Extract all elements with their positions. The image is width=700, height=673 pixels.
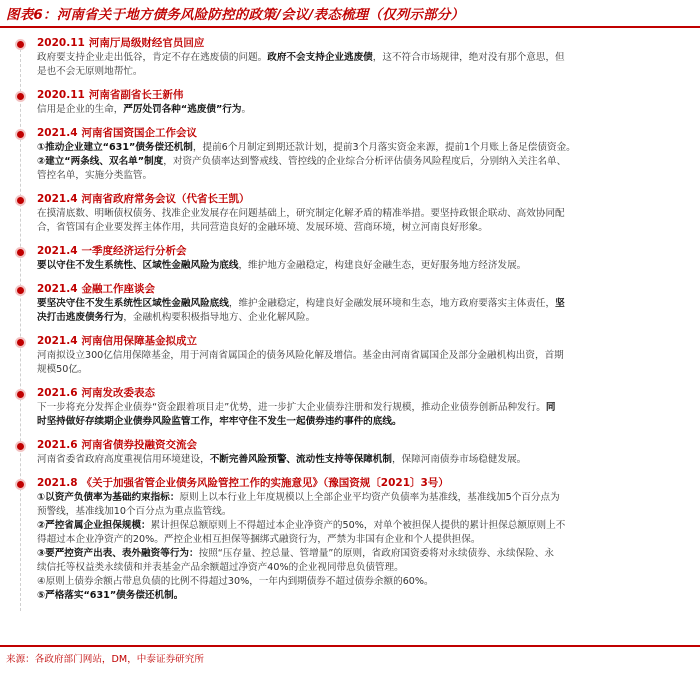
- entry-title: 金融工作座谈会: [81, 283, 156, 295]
- title-bar: [0, 0, 700, 28]
- body-text: 在摸清底数、明晰债权债务、找准企业发展存在问题基础上，研究制定化解矛盾的精准举措。要坚持政银企联动、高效协同配: [37, 208, 565, 219]
- source-note: 来源：各政府部门网站，DM，中泰证券研究所: [6, 654, 204, 665]
- body-text: ，提前6个月制定到期还款计划，提前3个月落实资金来源，提前1个月账上备足偿债资金。: [192, 142, 576, 153]
- emphasis-text: 坚: [555, 298, 565, 309]
- timeline: [0, 36, 700, 612]
- body-text: ，这不符合市场规律，绝对没有那个意思，但: [372, 52, 565, 63]
- timeline-dot-icon: [15, 285, 26, 296]
- figure-title: 图表6：河南省关于地方债务风险防控的政策/会议/表态梳理（仅列示部分）: [6, 7, 465, 23]
- entry-title: 河南厅局级财经官员回应: [88, 37, 205, 49]
- entry-date: 2020.11: [37, 89, 85, 101]
- bottom-divider: [0, 645, 700, 647]
- entry-heading: [37, 126, 694, 141]
- entry-text-line: [37, 519, 694, 533]
- entry-date: 2021.8: [37, 477, 78, 489]
- entry-text-line: [37, 547, 694, 561]
- emphasis-text: 决打击逃废债务行为: [37, 312, 124, 323]
- timeline-entry: [0, 438, 700, 467]
- timeline-entry: [0, 244, 700, 273]
- entry-date: 2021.6: [37, 387, 78, 399]
- entry-text-line: [37, 65, 694, 79]
- timeline-dot-icon: [15, 441, 26, 452]
- entry-title: 河南省政府常务会议（代省长王凯）: [81, 193, 250, 205]
- body-text: 信用是企业的生命，: [37, 104, 124, 115]
- body-text: ，维护金融稳定，构建良好金融发展环境和生态，地方政府要落实主体责任，: [228, 298, 556, 309]
- timeline-entry: [0, 476, 700, 603]
- body-text: 规模50亿。: [37, 364, 88, 375]
- entry-text-line: [37, 533, 694, 547]
- emphasis-text: 要坚决守住不发生系统性区域性金融风险底线: [37, 298, 229, 309]
- entry-date: 2021.4: [37, 335, 78, 347]
- body-text: 政府要支持企业走出低谷，肯定不存在逃废债的问题。: [37, 52, 268, 63]
- entry-heading: [37, 438, 694, 453]
- body-text: 是也不会无原则地帮忙。: [37, 66, 143, 77]
- emphasis-text: 不断完善风险预警、流动性支持等保障机制: [209, 454, 392, 465]
- body-text: 累计担保总额原则上不得超过本企业净资产的50%，对单个被担保人提供的累计担保总额原则上不: [150, 520, 566, 531]
- entry-title: 河南省债券投融资交流会: [81, 439, 198, 451]
- entry-text-line: [37, 453, 694, 467]
- entry-date: 2020.11: [37, 37, 85, 49]
- timeline-dot-icon: [15, 195, 26, 206]
- entry-heading: [37, 334, 694, 349]
- entry-date: 2021.4: [37, 283, 78, 295]
- entry-heading: [37, 192, 694, 207]
- body-text: ，维护地方金融稳定，构建良好金融生态，更好服务地方经济发展。: [238, 260, 527, 271]
- timeline-entry: [0, 334, 700, 377]
- entry-text-line: [37, 155, 694, 169]
- entry-text-line: [37, 505, 694, 519]
- entry-text-line: [37, 259, 694, 273]
- body-text: 河南拟设立300亿信用保障基金，用于河南省属国企的债务风险化解及增信。基金由河南省属国企及部分金融机构出资，首期: [37, 350, 564, 361]
- entry-text-line: [37, 349, 694, 363]
- timeline-dot-icon: [15, 479, 26, 490]
- entry-text-line: [37, 401, 694, 415]
- entry-text-line: [37, 103, 694, 117]
- timeline-entry: [0, 36, 700, 79]
- entry-heading: [37, 386, 694, 401]
- entry-title: 《关于加强省管企业债务风险管控工作的实施意见》（豫国资规〔2021〕3号）: [81, 477, 449, 489]
- body-text: 得超过本企业净资产的20%。严控企业相互担保等捆绑式融资行为，严禁为非国有企业和个人提供担保。: [37, 534, 481, 545]
- body-text: ，保障河南债券市场稳健发展。: [391, 454, 527, 465]
- timeline-dot-icon: [15, 247, 26, 258]
- entry-date: 2021.4: [37, 193, 78, 205]
- timeline-dot-icon: [15, 129, 26, 140]
- entry-text-line: [37, 169, 694, 183]
- entry-date: 2021.4: [37, 245, 78, 257]
- emphasis-text: ①以资产负债率为基础约束指标：: [37, 492, 180, 503]
- timeline-entry: [0, 126, 700, 183]
- emphasis-text: ⑤严格落实“631”债务偿还机制。: [37, 590, 184, 601]
- emphasis-text: 要以守住不发生系统性、区域性金融风险为底线: [37, 260, 239, 271]
- entry-text-line: [37, 51, 694, 65]
- body-text: ，金融机构要积极指导地方、企业化解风险。: [123, 312, 316, 323]
- entry-heading: [37, 476, 694, 491]
- entry-heading: [37, 244, 694, 259]
- entry-text-line: [37, 207, 694, 221]
- entry-text-line: [37, 297, 694, 311]
- entry-date: 2021.4: [37, 127, 78, 139]
- entry-text-line: [37, 561, 694, 575]
- entry-title: 河南省副省长王新伟: [88, 89, 184, 101]
- emphasis-text: ②严控省属企业担保规模：: [37, 520, 151, 531]
- body-text: 下一步将充分发挥企业债券“资金跟着项目走”优势，进一步扩大企业债券注册和发行规模，推动企业债券创新品种发行。: [37, 402, 546, 413]
- emphasis-text: ③要严控资产出表、表外融资等行为：: [37, 548, 199, 559]
- entry-heading: [37, 36, 694, 51]
- entry-text-line: [37, 575, 694, 589]
- entry-title: 一季度经济运行分析会: [81, 245, 187, 257]
- entry-text-line: [37, 589, 694, 603]
- body-text: ④原则上债券余额占带息负债的比例不得超过30%，一年内到期债券不超过债券余额的60%。: [37, 576, 434, 587]
- entry-title: 河南省国资国企工作会议: [81, 127, 198, 139]
- entry-title: 河南信用保障基金拟成立: [81, 335, 198, 347]
- timeline-dot-icon: [15, 39, 26, 50]
- body-text: 预警线，基准线加10个百分点为重点监管线。: [37, 506, 232, 517]
- entry-text-line: [37, 363, 694, 377]
- body-text: 原则上以本行业上年度规模以上全部企业平均资产负债率为基准线，基准线加5个百分点为: [179, 492, 560, 503]
- emphasis-text: 时坚持做好存续期企业债券风险监管工作，牢牢守住不发生一起债券违约事件的底线。: [37, 416, 402, 427]
- emphasis-text: ②建立“两条线、双名单”制度: [37, 156, 164, 167]
- body-text: 续信托等权益类永续债和并表基金产品余额超过净资产40%的企业视同带息负债管理。: [37, 562, 404, 573]
- timeline-dot-icon: [15, 337, 26, 348]
- emphasis-text: ①推动企业建立“631”债务偿还机制: [37, 142, 193, 153]
- entry-title: 河南发改委表态: [81, 387, 156, 399]
- emphasis-text: 严厉处罚各种“逃废债”行为: [123, 104, 242, 115]
- body-text: 管控名单，实施分类监管。: [37, 170, 153, 181]
- entry-text-line: [37, 491, 694, 505]
- emphasis-text: 同: [545, 402, 556, 413]
- body-text: 河南省委省政府高度重视信用环境建设，: [37, 454, 210, 465]
- entry-text-line: [37, 221, 694, 235]
- body-text: 按照“压存量、控总量、管增量”的原则，省政府国资委将对永续债券、永续保险、永: [198, 548, 554, 559]
- timeline-entry: [0, 192, 700, 235]
- timeline-entry: [0, 282, 700, 325]
- entry-date: 2021.6: [37, 439, 78, 451]
- timeline-entry: [0, 88, 700, 117]
- body-text: 。: [241, 104, 252, 115]
- entry-heading: [37, 88, 694, 103]
- entry-text-line: [37, 311, 694, 325]
- timeline-dot-icon: [15, 91, 26, 102]
- entry-heading: [37, 282, 694, 297]
- body-text: 合，省管国有企业要发挥主体作用，共同营造良好的金融环境、发展环境、营商环境，树立河南良好形象。: [37, 222, 488, 233]
- timeline-dot-icon: [15, 389, 26, 400]
- body-text: ，对资产负债率达到警戒线、管控线的企业综合分析评估债务风险程度后，分别纳入关注名单、: [163, 156, 567, 167]
- timeline-entry: [0, 386, 700, 429]
- emphasis-text: 政府不会支持企业逃废债: [267, 52, 373, 63]
- entry-text-line: [37, 141, 694, 155]
- entry-text-line: [37, 415, 694, 429]
